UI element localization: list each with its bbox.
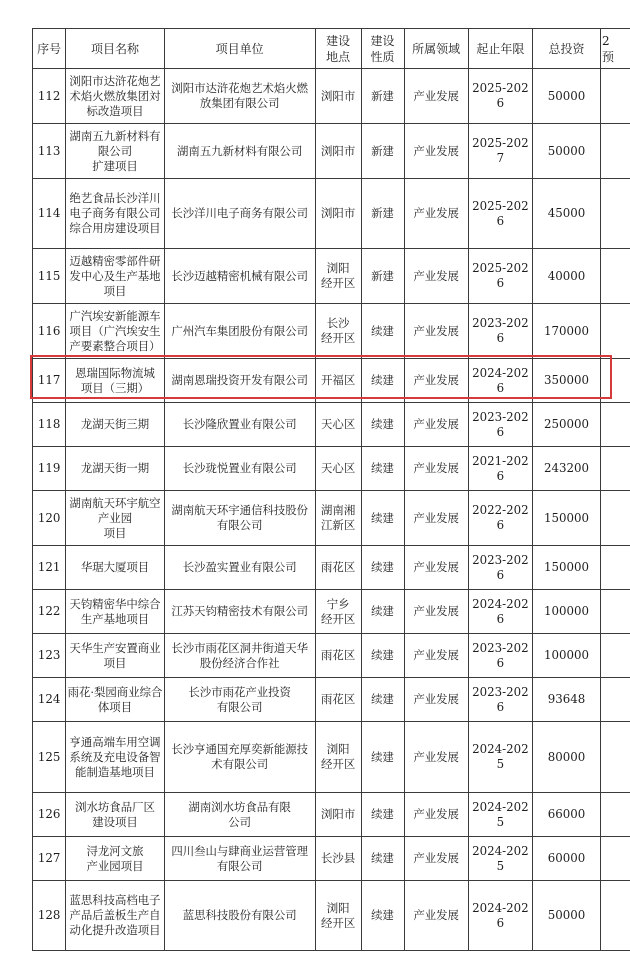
cell-period: 2024-2025 [468,793,532,837]
cell-location: 浏阳市 [315,793,361,837]
cell-location: 浏阳 经开区 [315,722,361,793]
cell-extra [601,249,630,304]
cell-unit: 广州汽车集团股份有限公司 [164,304,315,359]
cell-field: 产业发展 [404,304,468,359]
cell-field: 产业发展 [404,546,468,590]
cell-extra [601,359,630,403]
cell-investment: 60000 [532,837,600,881]
cell-location: 浏阳 经开区 [315,881,361,951]
header-field: 所属领域 [404,29,468,69]
header-nature: 建设 性质 [361,29,404,69]
header-investment: 总投资 [532,29,600,69]
cell-location: 湖南湘 江新区 [315,491,361,546]
cell-nature: 新建 [361,249,404,304]
cell-location: 开福区 [315,359,361,403]
cell-field: 产业发展 [404,447,468,491]
cell-field: 产业发展 [404,793,468,837]
cell-field: 产业发展 [404,881,468,951]
cell-name: 雨花·梨园商业综合体项目 [66,678,164,722]
cell-unit: 长沙盈实置业有限公司 [164,546,315,590]
cell-location: 天心区 [315,403,361,447]
cell-extra [601,590,630,634]
cell-name: 恩瑞国际物流城 项目（三期） [66,359,164,403]
cell-nature: 续建 [361,793,404,837]
table-row [33,124,630,179]
cell-no: 121 [33,546,66,590]
cell-nature: 续建 [361,837,404,881]
cell-name: 绝艺食品长沙洋川电子商务有限公司综合用房建设项目 [66,179,164,249]
cell-nature: 续建 [361,590,404,634]
cell-no: 124 [33,678,66,722]
table-row [33,634,630,678]
cell-unit: 湖南五九新材料有限公司 [164,124,315,179]
cell-unit: 长沙市雨花产业投资 有限公司 [164,678,315,722]
cell-no: 128 [33,881,66,951]
cell-no: 127 [33,837,66,881]
table-row [33,491,630,546]
table-row [33,447,630,491]
cell-unit: 长沙隆欣置业有限公司 [164,403,315,447]
table-row [33,881,630,951]
cell-location: 浏阳 经开区 [315,249,361,304]
cell-name: 浏水坊食品厂区 建设项目 [66,793,164,837]
cell-nature: 新建 [361,69,404,124]
cell-investment: 150000 [532,491,600,546]
cell-name: 蓝思科技高档电子产品后盖板生产自动化提升改造项目 [66,881,164,951]
cell-investment: 66000 [532,793,600,837]
cell-unit: 长沙迈越精密机械有限公司 [164,249,315,304]
cell-location: 浏阳市 [315,124,361,179]
cell-investment: 243200 [532,447,600,491]
cell-unit: 长沙亨通国充厚奕新能源技术有限公司 [164,722,315,793]
cell-period: 2022-2026 [468,491,532,546]
cell-field: 产业发展 [404,124,468,179]
cell-field: 产业发展 [404,249,468,304]
cell-nature: 续建 [361,546,404,590]
cell-unit: 湖南恩瑞投资开发有限公司 [164,359,315,403]
cell-unit: 江苏天钧精密技术有限公司 [164,590,315,634]
cell-extra [601,403,630,447]
cell-location: 长沙 经开区 [315,304,361,359]
cell-no: 123 [33,634,66,678]
cell-no: 122 [33,590,66,634]
cell-nature: 续建 [361,403,404,447]
cell-period: 2025-2026 [468,179,532,249]
project-table-sheet [32,28,630,951]
table-row [33,179,630,249]
table-row [33,249,630,304]
cell-investment: 100000 [532,634,600,678]
cell-unit: 四川叁山与肆商业运营管理有限公司 [164,837,315,881]
cell-location: 浏阳市 [315,179,361,249]
table-row [33,678,630,722]
cell-field: 产业发展 [404,837,468,881]
cell-field: 产业发展 [404,634,468,678]
cell-investment: 150000 [532,546,600,590]
cell-nature: 续建 [361,304,404,359]
cell-name: 浔龙河文旅 产业园项目 [66,837,164,881]
cell-investment: 100000 [532,590,600,634]
cell-name: 湖南五九新材料有限公司 扩建项目 [66,124,164,179]
table-row [33,69,630,124]
cell-period: 2025-2027 [468,124,532,179]
table-row [33,359,630,403]
cell-investment: 50000 [532,69,600,124]
cell-no: 112 [33,69,66,124]
table-row [33,590,630,634]
header-name: 项目名称 [66,29,164,69]
cell-investment: 50000 [532,124,600,179]
cell-nature: 续建 [361,491,404,546]
cell-nature: 新建 [361,124,404,179]
header-extra: 2 预 [601,29,630,69]
cell-no: 114 [33,179,66,249]
cell-location: 雨花区 [315,678,361,722]
cell-nature: 续建 [361,359,404,403]
cell-extra [601,179,630,249]
cell-extra [601,634,630,678]
cell-field: 产业发展 [404,491,468,546]
cell-investment: 93648 [532,678,600,722]
cell-unit: 湖南浏水坊食品有限 公司 [164,793,315,837]
header-no: 序号 [33,29,66,69]
cell-nature: 续建 [361,722,404,793]
table-row [33,304,630,359]
cell-period: 2024-2025 [468,837,532,881]
cell-field: 产业发展 [404,403,468,447]
table-row [33,722,630,793]
cell-field: 产业发展 [404,69,468,124]
cell-investment: 50000 [532,881,600,951]
cell-investment: 45000 [532,179,600,249]
table-row [33,546,630,590]
cell-unit: 长沙市雨花区洞井街道天华股份经济合作社 [164,634,315,678]
cell-investment: 80000 [532,722,600,793]
cell-location: 宁乡 经开区 [315,590,361,634]
table-row [33,793,630,837]
cell-unit: 蓝思科技股份有限公司 [164,881,315,951]
cell-field: 产业发展 [404,179,468,249]
cell-extra [601,722,630,793]
cell-name: 亨通高端车用空调系统及充电设备智能制造基地项目 [66,722,164,793]
table-row [33,403,630,447]
project-table [32,28,630,951]
cell-investment: 170000 [532,304,600,359]
cell-name: 龙湖天街一期 [66,447,164,491]
cell-nature: 续建 [361,447,404,491]
cell-nature: 新建 [361,179,404,249]
cell-location: 雨花区 [315,634,361,678]
cell-investment: 350000 [532,359,600,403]
cell-name: 浏阳市达浒花炮艺术焰火燃放集团対标改造项目 [66,69,164,124]
cell-investment: 40000 [532,249,600,304]
cell-name: 湖南航天环宇航空产业园 项目 [66,491,164,546]
header-unit: 项目单位 [164,29,315,69]
cell-period: 2024-2026 [468,590,532,634]
cell-unit: 湖南航天环宇通信科技股份有限公司 [164,491,315,546]
cell-extra [601,678,630,722]
cell-investment: 250000 [532,403,600,447]
cell-period: 2025-2026 [468,249,532,304]
cell-location: 浏阳市 [315,69,361,124]
cell-no: 118 [33,403,66,447]
cell-period: 2023-2026 [468,403,532,447]
cell-period: 2023-2026 [468,546,532,590]
cell-extra [601,793,630,837]
cell-period: 2024-2026 [468,359,532,403]
cell-period: 2025-2026 [468,69,532,124]
cell-extra [601,304,630,359]
cell-name: 龙湖天街三期 [66,403,164,447]
cell-no: 113 [33,124,66,179]
cell-unit: 长沙洋川电子商务有限公司 [164,179,315,249]
cell-unit: 长沙珑悦置业有限公司 [164,447,315,491]
cell-name: 迈越精密零部件研发中心及生产基地项目 [66,249,164,304]
cell-field: 产业发展 [404,722,468,793]
cell-name: 天华生产安置商业项目 [66,634,164,678]
cell-unit: 浏阳市达浒花炮艺术焰火燃放集团有限公司 [164,69,315,124]
cell-period: 2021-2026 [468,447,532,491]
cell-extra [601,546,630,590]
cell-name: 广汽埃安新能源车项目（广汽埃安生产要素整合项目） [66,304,164,359]
table-header-row [33,29,630,69]
cell-extra [601,881,630,951]
table-row [33,837,630,881]
cell-extra [601,69,630,124]
cell-period: 2024-2026 [468,881,532,951]
cell-field: 产业发展 [404,678,468,722]
cell-no: 119 [33,447,66,491]
cell-no: 117 [33,359,66,403]
cell-nature: 续建 [361,634,404,678]
cell-extra [601,491,630,546]
cell-no: 125 [33,722,66,793]
cell-nature: 续建 [361,678,404,722]
cell-nature: 续建 [361,881,404,951]
cell-no: 126 [33,793,66,837]
cell-field: 产业发展 [404,359,468,403]
cell-extra [601,447,630,491]
cell-location: 天心区 [315,447,361,491]
cell-period: 2023-2026 [468,634,532,678]
cell-extra [601,124,630,179]
header-period: 起止年限 [468,29,532,69]
cell-period: 2024-2025 [468,722,532,793]
cell-period: 2023-2026 [468,678,532,722]
cell-period: 2023-2026 [468,304,532,359]
cell-location: 雨花区 [315,546,361,590]
cell-location: 长沙县 [315,837,361,881]
cell-no: 116 [33,304,66,359]
cell-extra [601,837,630,881]
cell-no: 115 [33,249,66,304]
cell-field: 产业发展 [404,590,468,634]
cell-name: 华琚大厦项目 [66,546,164,590]
header-location: 建设 地点 [315,29,361,69]
cell-no: 120 [33,491,66,546]
cell-name: 天钧精密华中综合生产基地项目 [66,590,164,634]
